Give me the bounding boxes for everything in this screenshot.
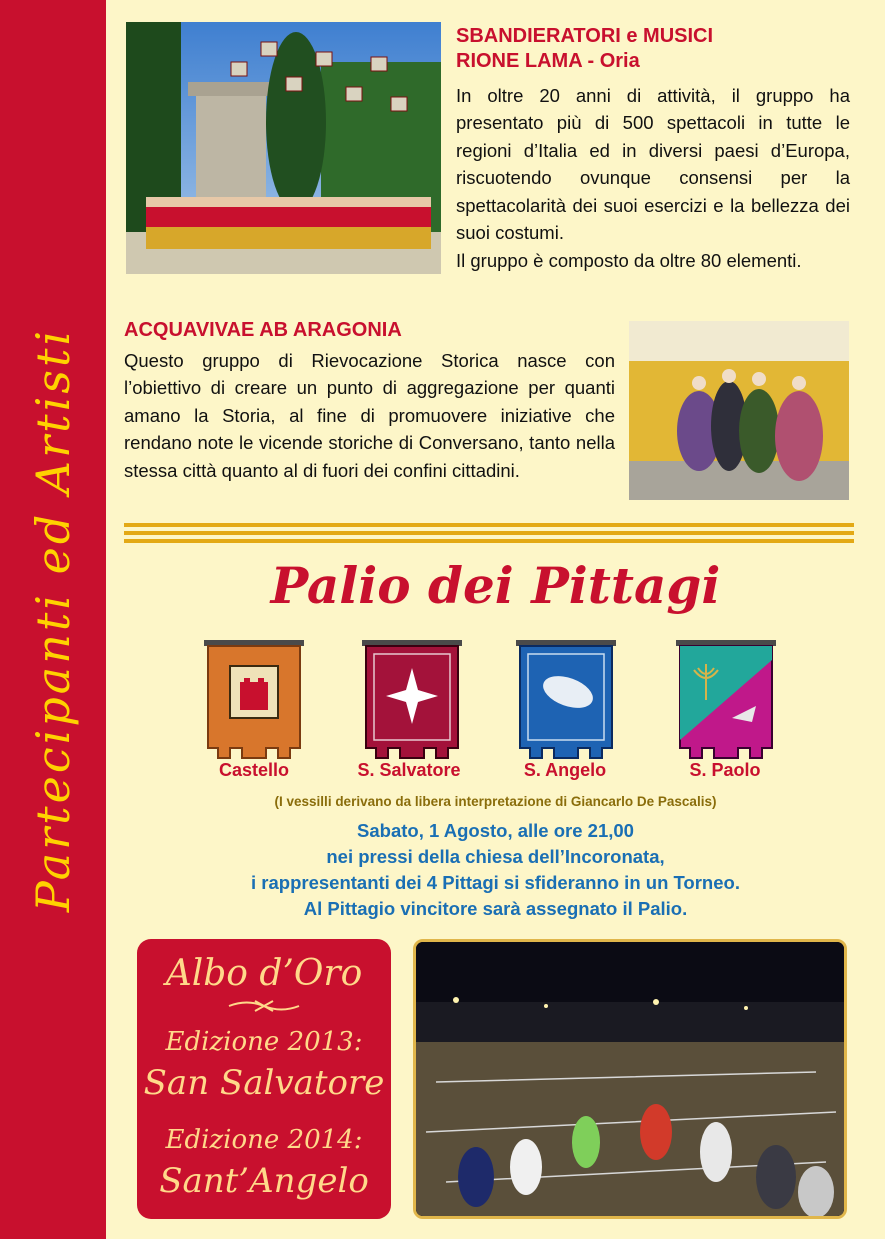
sidebar-title: Partecipanti ed Artisti xyxy=(26,327,80,913)
section1-title-line2: RIONE LAMA - Oria xyxy=(456,50,640,72)
edition-2014-label: Edizione 2014: xyxy=(165,1125,363,1155)
edition-2014-winner: Sant’Angelo xyxy=(159,1161,369,1201)
tournament-night-photo xyxy=(413,939,847,1219)
sidebar-band xyxy=(0,0,106,1239)
s-angelo-banner xyxy=(516,640,616,760)
divider-stripe-1 xyxy=(124,523,854,527)
albo-title: Albo d’Oro xyxy=(165,953,363,994)
section1-paragraph2: Il gruppo è composto da oltre 80 elementi. xyxy=(456,250,802,271)
flag-wavers-photo xyxy=(126,22,441,274)
palio-title: Palio dei Pittagi xyxy=(270,556,721,615)
historical-group-photo xyxy=(629,321,849,500)
flourish-icon xyxy=(137,997,391,1015)
divider-stripe-2 xyxy=(124,531,854,535)
banner-credit: (I vessilli derivano da libera interpretazione di Giancarlo De Pascalis) xyxy=(274,794,717,809)
divider-stripe-3 xyxy=(124,539,854,543)
s-paolo-banner xyxy=(676,640,776,760)
s-paolo-label: S. Paolo xyxy=(689,760,761,780)
event-line-3: i rappresentanti dei 4 Pittagi si sfideranno in un Torneo. xyxy=(251,872,740,893)
event-line-1: Sabato, 1 Agosto, alle ore 21,00 xyxy=(357,820,634,841)
section1-paragraph: In oltre 20 anni di attività, il gruppo ha presentato più di 500 spettacoli in tutte le regioni d’Italia ed in diversi paesi d’Europa, riscuotendo ovunque consensi per la spettacolarità dei suoi esercizi e la bellezza dei suoi costumi. xyxy=(456,85,850,244)
castello-label: Castello xyxy=(218,760,290,780)
edition-2013-label: Edizione 2013: xyxy=(165,1027,363,1057)
s-angelo-label: S. Angelo xyxy=(523,760,607,780)
s-salvatore-label: S. Salvatore xyxy=(357,760,461,780)
s-salvatore-banner xyxy=(362,640,462,760)
albo-doro-panel xyxy=(137,939,391,1219)
edition-2013-winner: San Salvatore xyxy=(143,1063,385,1103)
event-line-4: Al Pittagio vincitore sarà assegnato il Palio. xyxy=(303,898,688,919)
section2-paragraph: Questo gruppo di Rievocazione Storica nasce con l’obiettivo di creare un punto di aggregazione per quanti amano la Storia, al fine di promuovere iniziative che rendano note le vicende storiche di Conversano, tanto nella stessa città quanto al di fuori dei confini cittadini. xyxy=(124,350,615,481)
castello-banner xyxy=(204,640,304,760)
section2-title: ACQUAVIVAE AB ARAGONIA xyxy=(124,319,402,341)
event-line-2: nei pressi della chiesa dell’Incoronata, xyxy=(326,846,665,867)
section1-title-line1: SBANDIERATORI e MUSICI xyxy=(456,25,714,47)
event-announcement xyxy=(106,818,885,922)
